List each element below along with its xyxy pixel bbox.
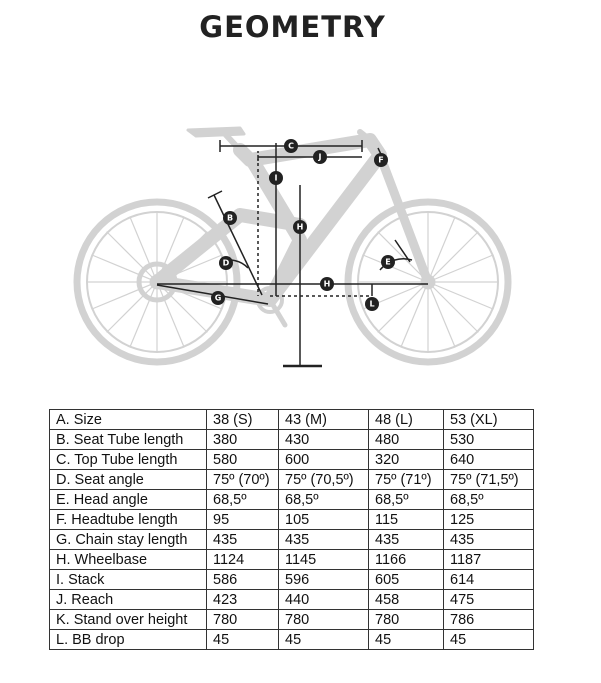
table-cell: 458 — [369, 590, 444, 610]
table-cell: 125 — [444, 510, 534, 530]
label-h-horizontal: H — [323, 279, 331, 289]
table-row-label: I. Stack — [50, 570, 207, 590]
table-cell: 1124 — [207, 550, 279, 570]
table-row — [50, 470, 534, 490]
table-row — [50, 510, 534, 530]
table-row-label: A. Size — [50, 410, 207, 430]
table-row-label: C. Top Tube length — [50, 450, 207, 470]
table-cell: 1166 — [369, 550, 444, 570]
table-cell: 75º (71,5º) — [444, 470, 534, 490]
label-g: G — [214, 293, 222, 303]
table-cell: 423 — [207, 590, 279, 610]
table-row-label: L. BB drop — [50, 630, 207, 650]
table-cell: 320 — [369, 450, 444, 470]
table-row — [50, 410, 534, 430]
table-cell: 75º (70º) — [207, 470, 279, 490]
label-f: F — [378, 155, 384, 165]
table-cell: 435 — [207, 530, 279, 550]
table-cell: 640 — [444, 450, 534, 470]
table-cell: 435 — [279, 530, 369, 550]
table-row-label: E. Head angle — [50, 490, 207, 510]
table-row-label: K. Stand over height — [50, 610, 207, 630]
table-row — [50, 530, 534, 550]
table-row-label: F. Headtube length — [50, 510, 207, 530]
table-cell: 435 — [369, 530, 444, 550]
table-row — [50, 550, 534, 570]
table-cell: 586 — [207, 570, 279, 590]
bike-illustration — [77, 128, 508, 362]
table-row-label: J. Reach — [50, 590, 207, 610]
table-cell: 580 — [207, 450, 279, 470]
table-cell: 68,5º — [207, 490, 279, 510]
table-cell: 75º (71º) — [369, 470, 444, 490]
table-cell: 780 — [279, 610, 369, 630]
bike-geometry-diagram — [60, 110, 530, 380]
table-cell: 45 — [369, 630, 444, 650]
table-cell: 43 (M) — [279, 410, 369, 430]
table-row — [50, 610, 534, 630]
label-e: E — [385, 257, 391, 267]
table-cell: 780 — [207, 610, 279, 630]
label-b: B — [226, 213, 234, 223]
table-cell: 605 — [369, 570, 444, 590]
table-row — [50, 630, 534, 650]
table-cell: 53 (XL) — [444, 410, 534, 430]
label-h-vertical: H — [296, 222, 304, 232]
table-cell: 95 — [207, 510, 279, 530]
table-cell: 68,5º — [444, 490, 534, 510]
table-cell: 1187 — [444, 550, 534, 570]
table-cell: 600 — [279, 450, 369, 470]
table-row-label: H. Wheelbase — [50, 550, 207, 570]
table-row-label: D. Seat angle — [50, 470, 207, 490]
label-d: D — [222, 258, 230, 268]
page-title: GEOMETRY — [199, 10, 386, 44]
table-cell: 68,5º — [369, 490, 444, 510]
table-cell: 786 — [444, 610, 534, 630]
table-cell: 105 — [279, 510, 369, 530]
table-cell: 530 — [444, 430, 534, 450]
table-row — [50, 570, 534, 590]
geometry-table — [49, 409, 534, 650]
table-row — [50, 590, 534, 610]
table-cell: 596 — [279, 570, 369, 590]
table-cell: 380 — [207, 430, 279, 450]
table-cell: 45 — [279, 630, 369, 650]
table-cell: 75º (70,5º) — [279, 470, 369, 490]
label-j: J — [318, 152, 322, 162]
table-cell: 780 — [369, 610, 444, 630]
table-row-label: G. Chain stay length — [50, 530, 207, 550]
table-cell: 38 (S) — [207, 410, 279, 430]
label-c: C — [288, 141, 294, 151]
table-row — [50, 450, 534, 470]
label-i: I — [274, 173, 278, 183]
table-cell: 1145 — [279, 550, 369, 570]
table-cell: 68,5º — [279, 490, 369, 510]
table-cell: 430 — [279, 430, 369, 450]
table-row — [50, 490, 534, 510]
table-cell: 475 — [444, 590, 534, 610]
table-row-label: B. Seat Tube length — [50, 430, 207, 450]
table-cell: 45 — [444, 630, 534, 650]
label-l: L — [369, 299, 375, 309]
table-cell: 45 — [207, 630, 279, 650]
table-cell: 614 — [444, 570, 534, 590]
table-row — [50, 430, 534, 450]
table-cell: 48 (L) — [369, 410, 444, 430]
table-cell: 115 — [369, 510, 444, 530]
table-cell: 440 — [279, 590, 369, 610]
table-cell: 480 — [369, 430, 444, 450]
table-cell: 435 — [444, 530, 534, 550]
